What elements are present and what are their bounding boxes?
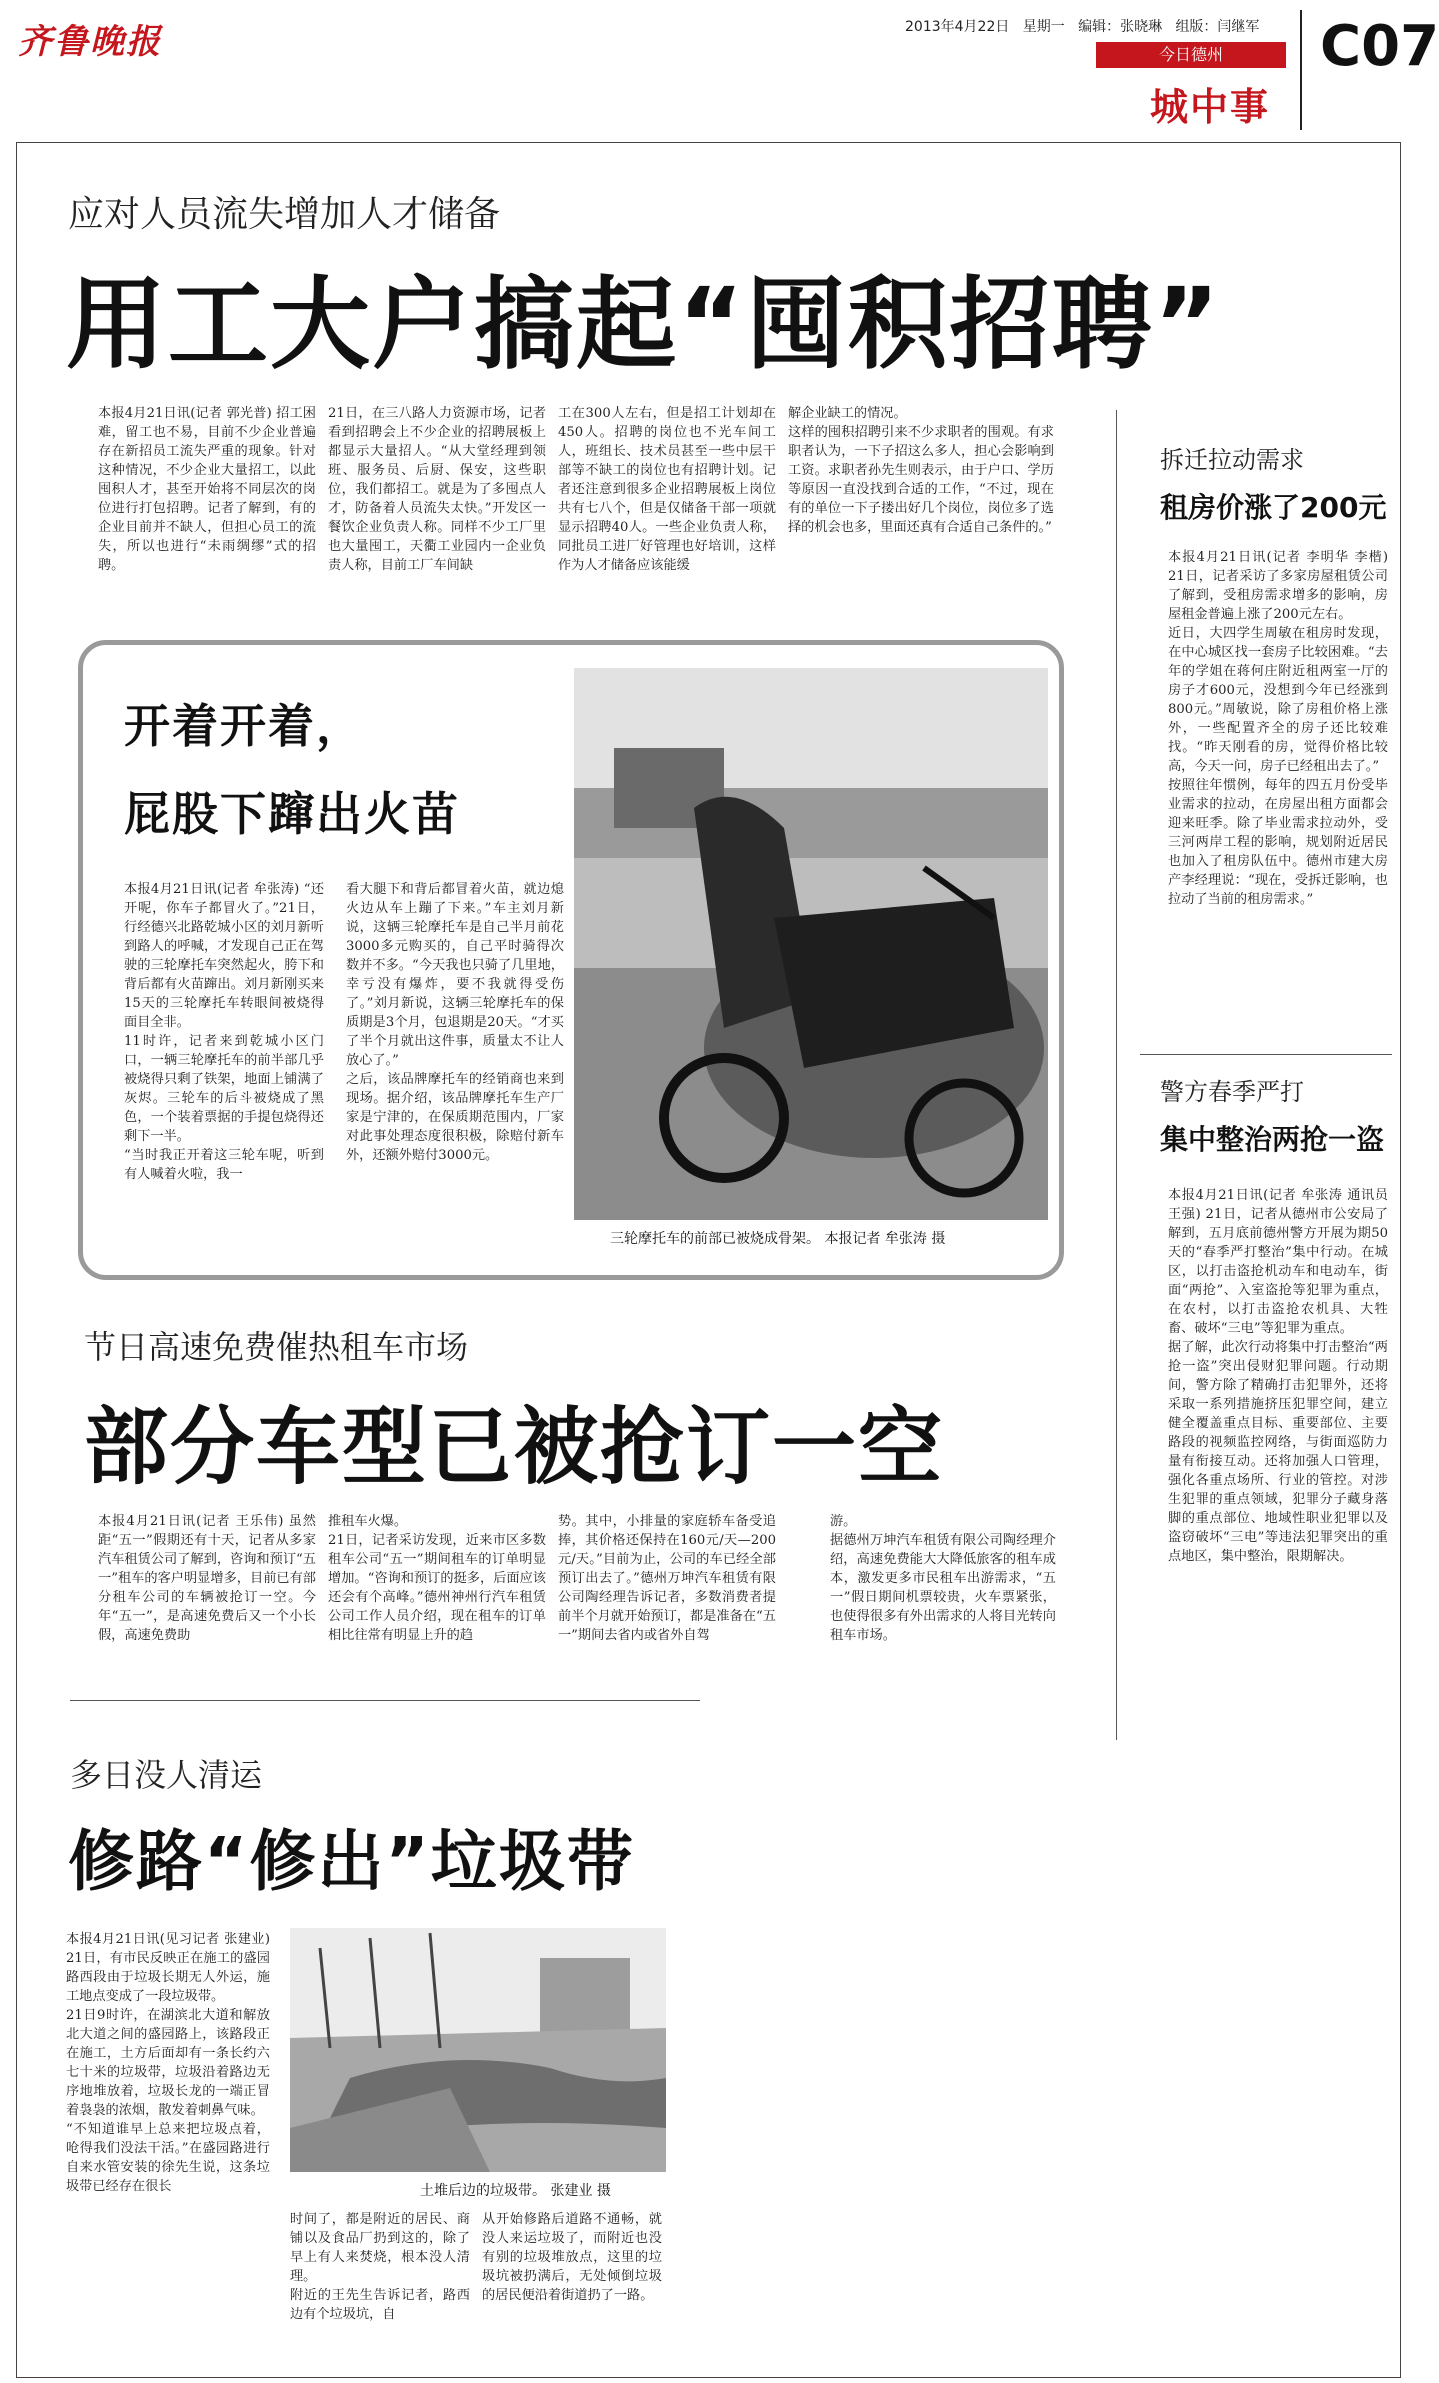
motorcycle-fire-photo [574,668,1048,1220]
issue-weekday: 星期一 [1022,19,1065,35]
article1-headline: 用工大户搞起“囤积招聘” [66,266,1222,383]
box-photo-caption: 三轮摩托车的前部已被烧成骨架。 本报记者 牟张涛 摄 [610,1231,946,1247]
side2-kicker: 警方春季严打 [1160,1078,1304,1106]
box-column-2: 看大腿下和背后都冒着火苗，就边熄火边从车上蹦了下来。”车主刘月新说，这辆三轮摩托车是自己半月前花3000多元购买的，自己平时骑得次数并不多。“今天我也只骑了几里地，幸亏没有爆炸，要不我就得受伤了。”刘月新说，这辆三轮摩托车的保质期是3个月，包退期是20天。“才买了半个月就出这件事，质量太不让人放心了。” 之后，该品牌摩托车的经销商也来到现场。据介绍，该品牌摩托车生产厂家是宁津的，在保质期范围内，厂家对此事处理态度很积极，除赔付新车外，还额外赔付3000元。 [346,882,564,1163]
article2-column-2: 推租车火爆。 21日，记者采访发现，近来市区多数租车公司“五一”期间租车的订单明显增加。“咨询和预订的挺多，后面应该还会有个高峰。”德州神州行汽车租赁公司工作人员介绍，现在租车的订单相比往常有明显上升的趋 [328,1514,546,1643]
box-headline-line-2: 屁股下蹿出火苗 [124,787,460,841]
section-name: 城中事 [1150,85,1271,129]
page-header-info [905,16,1259,36]
article3-photo-caption: 土堆后边的垃圾带。 张建业 摄 [420,2183,611,2199]
newspaper-masthead: 齐鲁晚报 [18,22,162,62]
article2-bottom-rule [70,1700,700,1701]
article1-column-1: 本报4月21日讯(记者 郭光普) 招工困难，留工也不易，目前不少企业普遍存在新招员工流失严重的现象。针对这种情况，不少企业大量招工，以此囤积人才，甚至开始将不同层次的岗位进行打包招聘。记者了解到，有的企业目前并不缺人，但担心员工的流失，所以也进行“未雨绸缪”式的招聘。 [98,406,316,573]
side2-body: 本报4月21日讯(记者 牟张涛 通讯员 王强) 21日，记者从德州市公安局了解到，五月底前德州警方开展为期50天的“春季严打整治”集中行动。在城区，以打击盗抢机动车和电动车，街面“两抢”、入室盗抢等犯罪为重点，在农村，以打击盗抢农机具、大牲畜、破坏“三电”等犯罪为重点。 据了解，此次行动将集中打击整治“两抢一盗”突出侵财犯罪问题。行动期间，警方除了精确打击犯罪外，还将采取一系列措施挤压犯罪空间，建立健全覆盖重点目标、重要部位、主要路段的视频监控网络，与街面巡防力量有衔接互动。还将加强人口管理，强化各重点场所、行业的管控。对涉生犯罪的重点领域，犯罪分子藏身落脚的重点部位、地域性职业犯罪以及盗窃破坏“三电”等违法犯罪突出的重点地区，集中整治，限期解决。 [1168,1188,1388,1564]
editor-credit: 编辑：张晓琳 [1078,19,1163,35]
article2-column-1: 本报4月21日讯(记者 王乐伟) 虽然距“五一”假期还有十天，记者从多家汽车租赁公司了解到，咨询和预订“五一”租车的客户明显增多，目前已有部分租车公司的车辆被抢订一空。今年“五一”，是高速免费后又一个小长假，高速免费助 [98,1514,316,1643]
header-divider [1300,10,1302,130]
article2-headline: 部分车型已被抢订一空 [84,1398,945,1496]
box-headline-line-1: 开着开着， [124,699,364,753]
issue-date: 2013年4月22日 [905,19,1010,35]
garbage-photo-illustration [290,1928,666,2172]
article2-column-4: 游。 据德州万坤汽车租赁有限公司陶经理介绍，高速免费能大大降低旅客的租车成本，激发更多市民租车出游需求，“五一”假日期间机票较贵，火车票紧张，也使得很多有外出需求的人将目光转向租车市场。 [830,1514,1056,1643]
layout-credit: 组版：闫继军 [1175,19,1260,35]
article1-column-3: 工在300人左右，但是招工计划却在450人。招聘的岗位也不光车间工人，班组长、技术员甚至一些中层干部等不缺工的岗位也有招聘计划。记者还注意到很多企业招聘展板上岗位共有七八个，但是仅储备干部一项就显示招聘40人。一些企业负责人称，同批员工进厂好管理也好培训，这样作为人才储备应该能缓 [558,406,776,573]
article3-column-3: 从开始修路后道路不通畅，就没人来运垃圾了，而附近也没有别的垃圾堆放点，这里的垃圾坑被扔满后，无处倾倒垃圾的居民便沿着街道扔了一路。 [482,2212,662,2303]
sidebar-divider [1116,410,1117,1740]
page-number: C07 [1320,14,1439,79]
side-separator [1140,1054,1392,1055]
article3-column-2: 时间了，都是附近的居民、商铺以及食品厂扔到这的，除了早上有人来焚烧，根本没人清理。 附近的王先生告诉记者，路西边有个垃圾坑，自 [290,2212,470,2322]
article2-kicker: 节日高速免费催热租车市场 [84,1328,469,1366]
side1-kicker: 拆迁拉动需求 [1160,446,1304,474]
side2-headline: 集中整治两抢一盗 [1160,1123,1385,1156]
garbage-strip-photo [290,1928,666,2172]
article1-column-4: 解企业缺工的情况。 这样的囤积招聘引来不少求职者的围观。有求职者认为，一下子招这么多人，担心会影响到工资。求职者孙先生则表示，由于户口、学历等原因一直没找到合适的工作，“不过，现在有的单位一下子搂出好几个岗位，岗位多了选择的机会也多，里面还真有合适自己条件的。” [788,406,1054,535]
article1-kicker: 应对人员流失增加人才储备 [68,194,501,235]
article3-headline: 修路“修出”垃圾带 [68,1823,635,1900]
section-tag: 今日德州 [1096,42,1286,68]
article1-column-2: 21日，在三八路人力资源市场，记者看到招聘会上不少企业的招聘展板上都显示大量招人。“从大堂经理到领班、服务员、后厨、保安，这些职位，我们都招工。就是为了多囤点人才，防备着人员流失太快。”开发区一餐饮企业负责人称。同样不少工厂里也大量囤工，天衢工业园内一企业负责人称，目前工厂车间缺 [328,406,546,573]
box-column-1: 本报4月21日讯(记者 牟张涛) “还开呢，你车子都冒火了。”21日，行经德兴北路乾城小区的刘月新听到路人的呼喊，才发现自己正在驾驶的三轮摩托车突然起火，胯下和背后都有火苗蹿出。刘月新刚买来15天的三轮摩托车转眼间被烧得面目全非。 11时许，记者来到乾城小区门口，一辆三轮摩托车的前半部几乎被烧得只剩了铁架，地面上铺满了灰烬。三轮车的后斗被烧成了黑色，一个装着票据的手提包烧得还剩下一半。 “当时我正开着这三轮车呢，听到有人喊着火啦，我一 [124,882,324,1182]
article2-column-3: 势。其中，小排量的家庭轿车备受追捧，其价格还保持在160元/天—200元/天。”目前为止，公司的车已经全部预订出去了。”德州万坤汽车租赁有限公司陶经理告诉记者，多数消费者提前半个月就开始预订，都是准备在“五一”期间去省内或省外自驾 [558,1514,776,1643]
side1-headline: 租房价涨了200元 [1160,491,1387,524]
motorcycle-photo-illustration [574,668,1048,1220]
side1-body: 本报4月21日讯(记者 李明华 李楷) 21日，记者采访了多家房屋租赁公司了解到，受租房需求增多的影响，房屋租金普遍上涨了200元左右。 近日，大四学生周敏在租房时发现，在中心城区找一套房子比较困难。“去年的学姐在蒋何庄附近租两室一厅的房子才600元，没想到今年已经涨到800元。”周敏说，除了房租价格上涨外，一些配置齐全的房子还比较难找。“昨天刚看的房，觉得价格比较高，今天一问，房子已经租出去了。” 按照往年惯例，每年的四五月份受毕业需求的拉动，在房屋出租方面都会迎来旺季。除了毕业需求拉动外，受三河两岸工程的影响，规划附近居民也加入了租房队伍中。德州市建大房产李经理说：“现在，受拆迁影响，也拉动了当前的租房需求。” [1168,550,1388,907]
article3-kicker: 多日没人清运 [70,1756,263,1794]
article3-column-1: 本报4月21日讯(见习记者 张建业) 21日，有市民反映正在施工的盛园路西段由于垃圾长期无人外运，施工地点变成了一段垃圾带。 21日9时许，在湖滨北大道和解放北大道之间的盛园路上，该路段正在施工，土方后面却有一条长约六七十米的垃圾带，垃圾沿着路边无序地堆放着，垃圾长龙的一端正冒着袅袅的浓烟，散发着刺鼻气味。 “不知道谁早上总来把垃圾点着，呛得我们没法干活。”在盛园路进行自来水管安装的徐先生说，这条垃圾带已经存在很长 [66,1932,270,2194]
